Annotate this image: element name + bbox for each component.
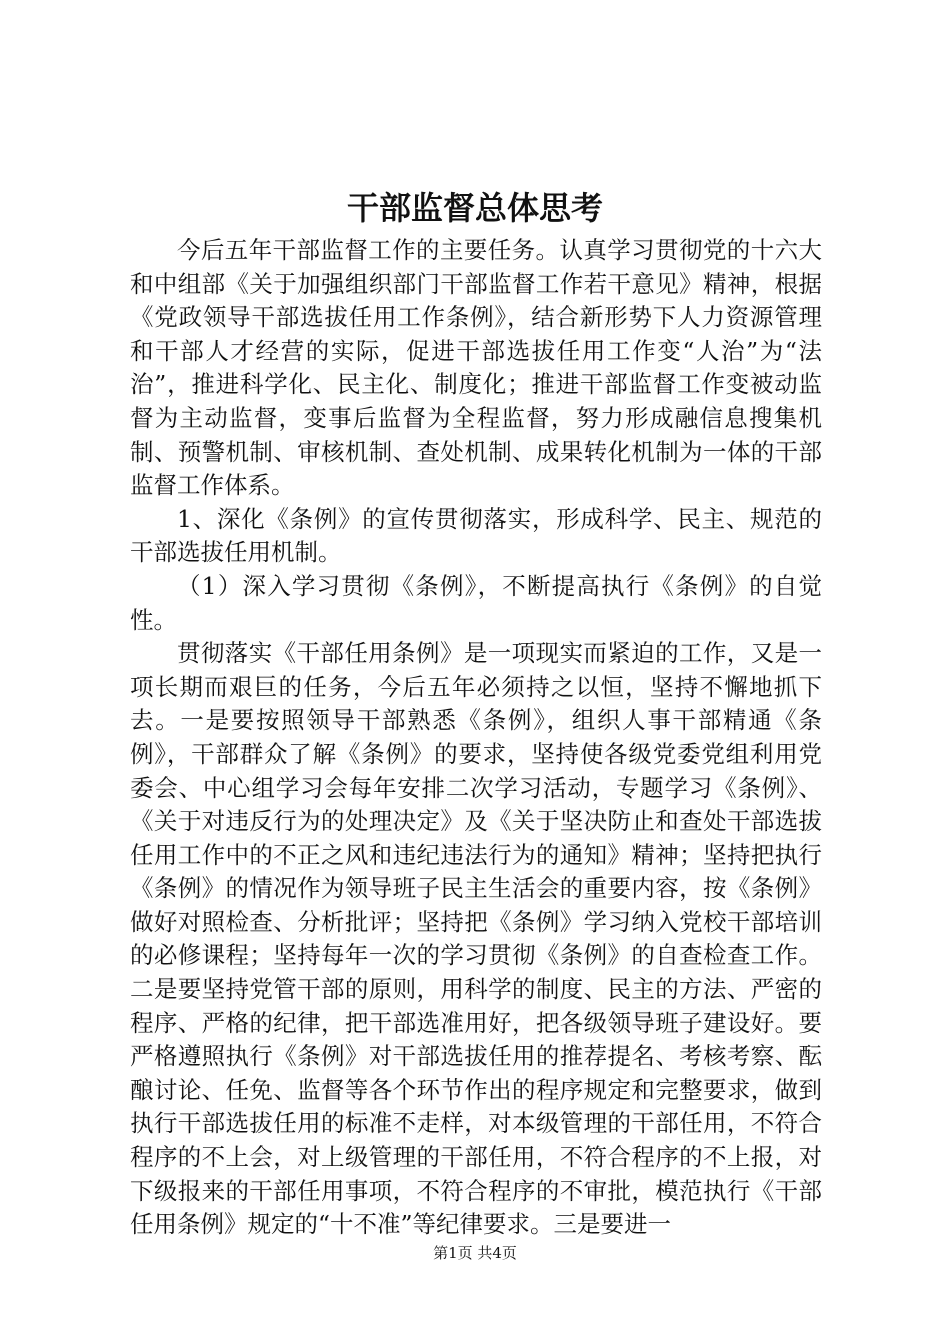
paragraph-subsection-1: （1）深入学习贯彻《条例》，不断提高执行《条例》的自觉性。: [130, 571, 822, 634]
document-title: 干部监督总体思考: [346, 189, 603, 227]
paragraph-body: 贯彻落实《干部任用条例》是一项现实而紧迫的工作，又是一项长期而艰巨的任务，今后五年必须持之以恒，坚持不懈地抓下去。一是要按照领导干部熟悉《条例》，组织人事干部精通《条例》，干部群众了解《条例》的要求，坚持使各级党委党组利用党委会、中心组学习会每年安排二次学习活动，专题学习《条例》、《关于对违反行为的处理决定》及《关于坚决防止和查处干部选拔任用工作中的不正之风和违纪违法行为的通知》精神；坚持把执行《条例》的情况作为领导班子民主生活会的重要内容，按《条例》做好对照检查、分析批评；坚持把《条例》学习纳入党校干部培训的必修课程；坚持每年一次的学习贯彻《条例》的自查检查工作。二是要坚持党管干部的原则，用科学的制度、民主的方法、严密的程序、严格的纪律，把干部选准用好，把各级领导班子建设好。要严格遵照执行《条例》对干部选拔任用的推荐提名、考核考察、酝酿讨论、任免、监督等各个环节作出的程序规定和完整要求，做到执行干部选拔任用的标准不走样，对本级管理的干部任用，不符合程序的不上会，对上级管理的干部任用，不符合程序的不上报，对下级报来的干部任用事项，不符合程序的不审批，模范执行《干部任用条例》规定的“十不准”等纪律要求。三是要进一: [130, 639, 822, 1239]
paragraph-section-1: 1、深化《条例》的宣传贯彻落实，形成科学、民主、规范的干部选拔任用机制。: [130, 504, 822, 567]
page-number: 第1页 共4页: [433, 1244, 517, 1262]
document-body: [130, 234, 822, 1242]
paragraph-intro: 今后五年干部监督工作的主要任务。认真学习贯彻党的十六大和中组部《关于加强组织部门干部监督工作若干意见》精神，根据《党政领导干部选拔任用工作条例》，结合新形势下人力资源管理和干部人才经营的实际，促进干部选拔任用工作变“人治”为“法治”，推进科学化、民主化、制度化；推进干部监督工作变被动监督为主动监督，变事后监督为全程监督，努力形成融信息搜集机制、预警机制、审核机制、查处机制、成果转化机制为一体的干部监督工作体系。: [130, 236, 822, 500]
